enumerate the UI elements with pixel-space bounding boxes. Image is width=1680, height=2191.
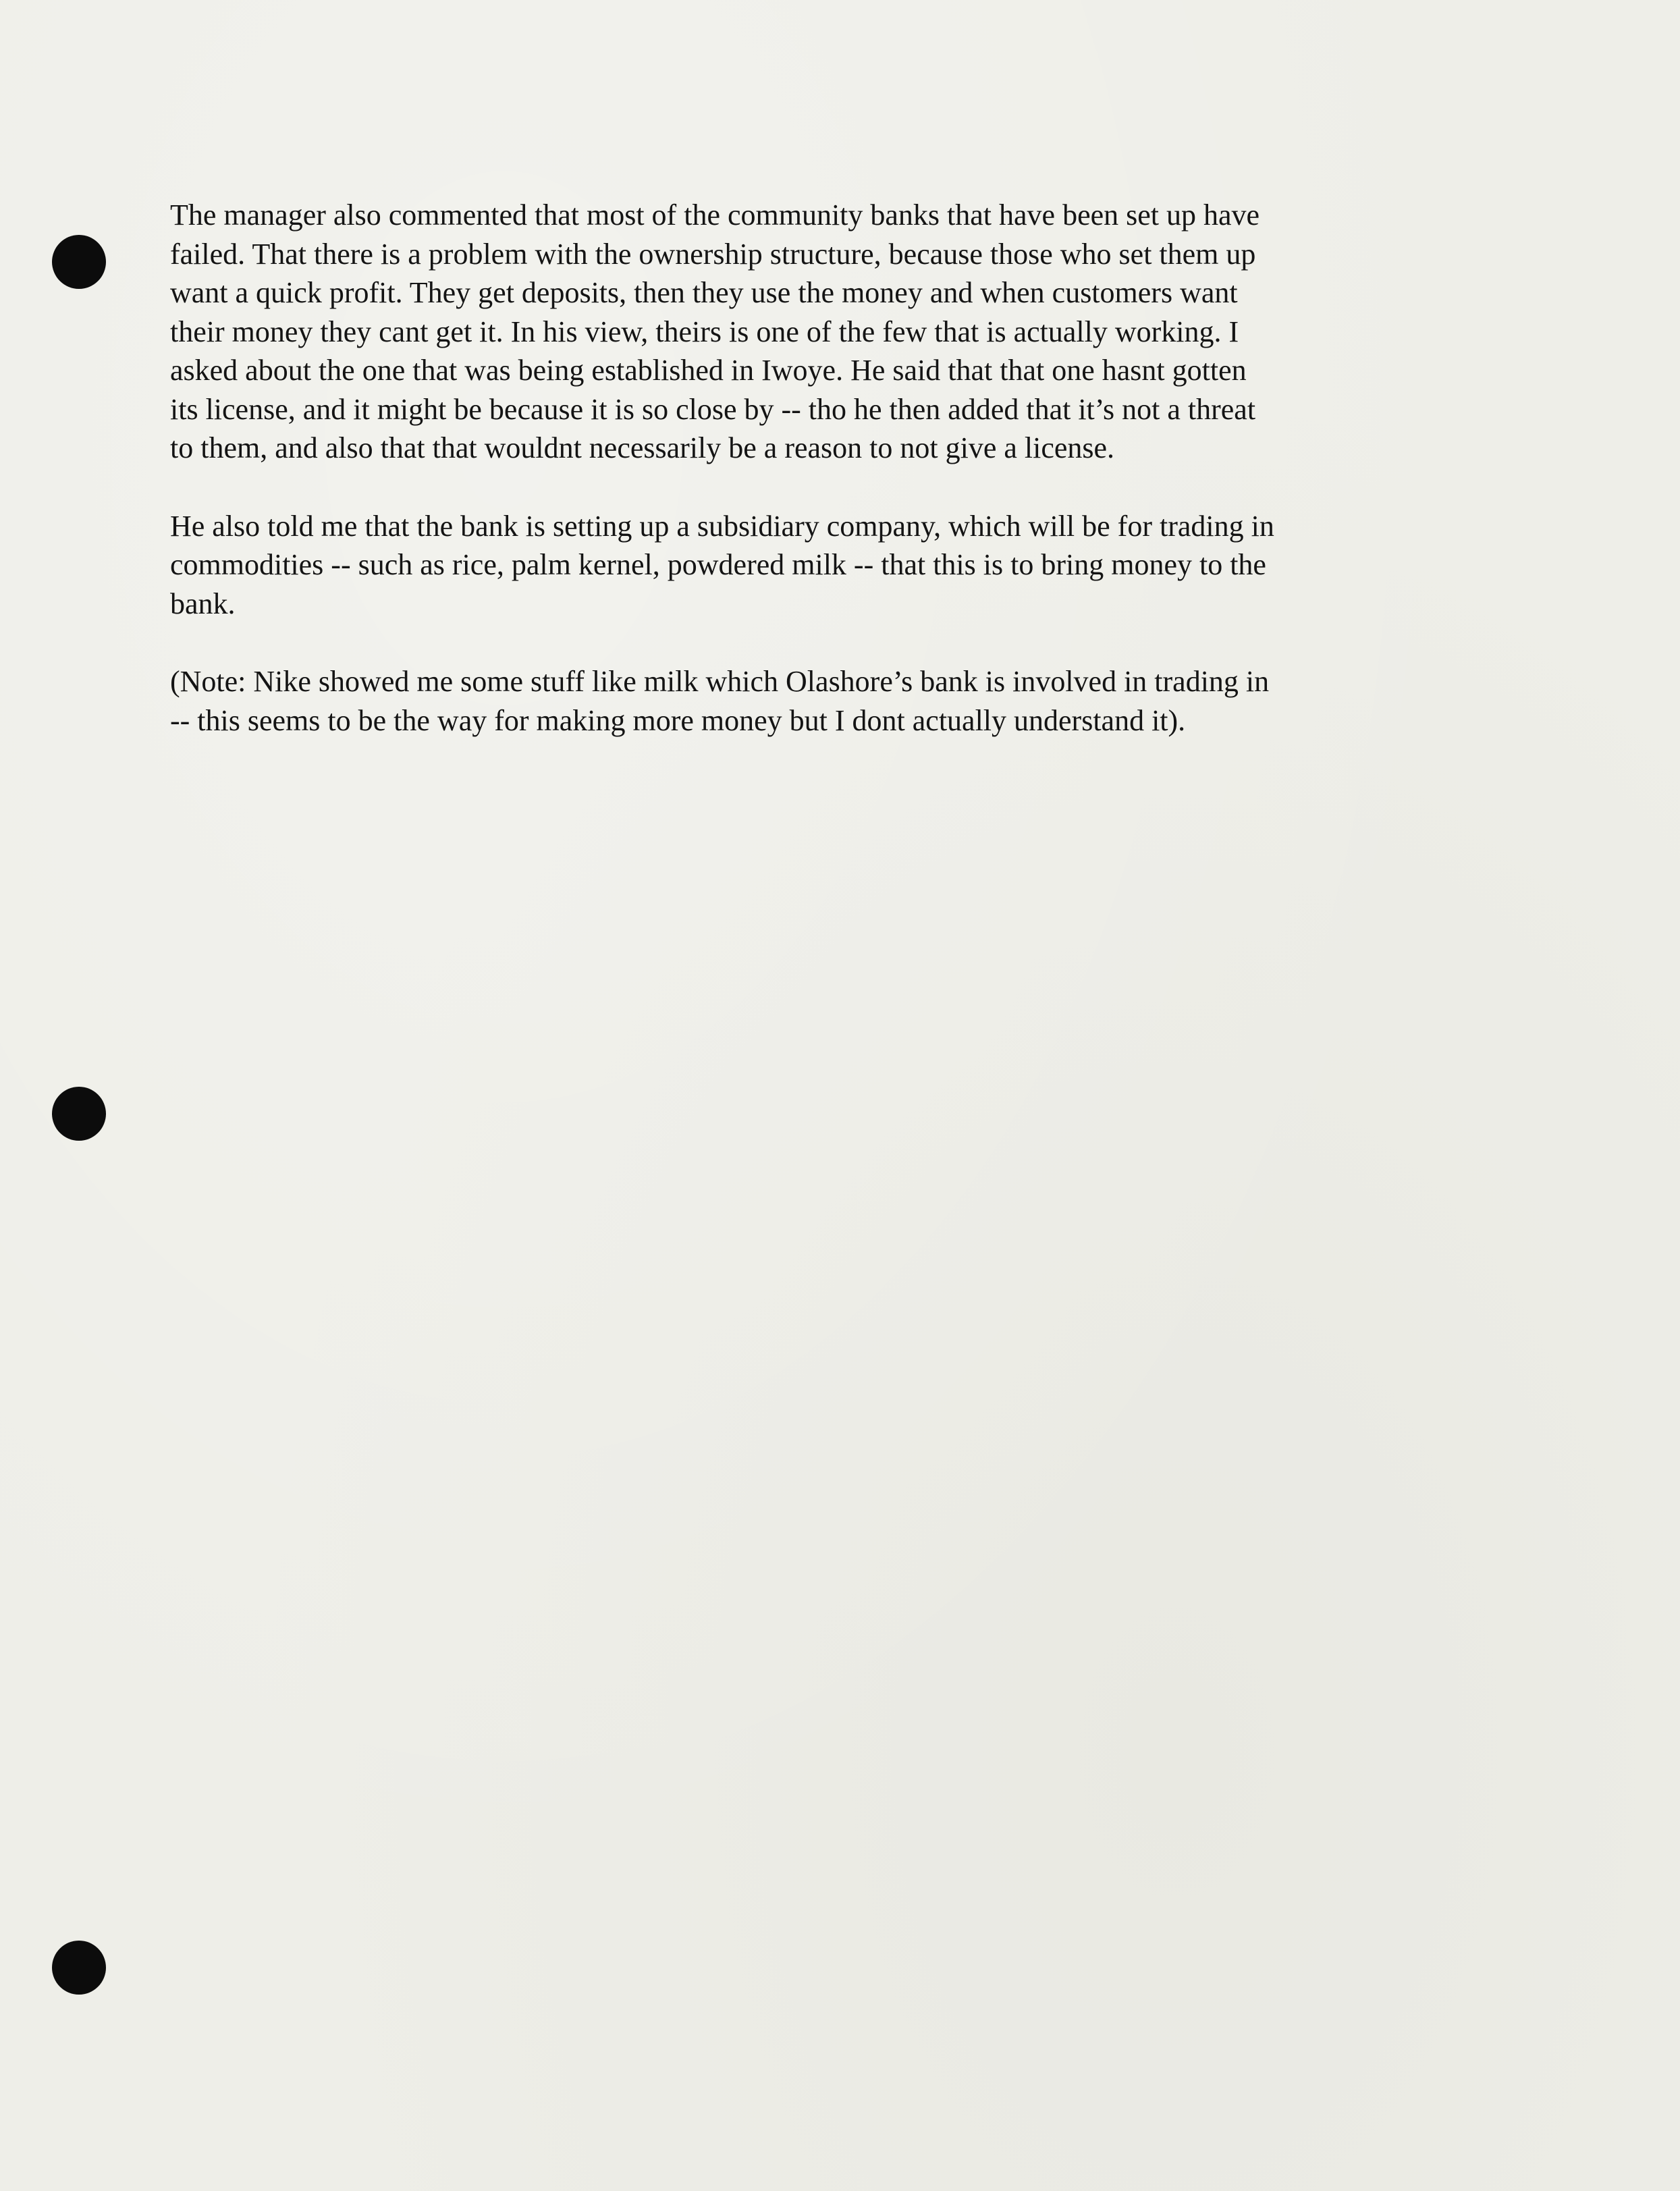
text-line: want a quick profit. They get deposits, then they use the money and when customers want (170, 276, 1238, 309)
punch-hole (52, 1087, 106, 1141)
text-line: bank. (170, 587, 236, 620)
document-body (170, 196, 1466, 779)
text-line: failed. That there is a problem with the ownership structure, because those who set them up (170, 237, 1256, 271)
text-line: commodities -- such as rice, palm kernel, powdered milk -- that this is to bring money to the (170, 548, 1266, 581)
paragraph-note (170, 662, 1466, 740)
text-line: their money they cant get it. In his view, theirs is one of the few that is actually working. I (170, 315, 1239, 348)
text-line: The manager also commented that most of the community banks that have been set up have (170, 198, 1260, 232)
punch-hole (52, 1941, 106, 1995)
text-line: -- this seems to be the way for making more money but I dont actually understand it). (170, 703, 1186, 737)
paragraph-manager-comments (170, 196, 1466, 468)
text-line: its license, and it might be because it is so close by -- tho he then added that it’s not a threat (170, 392, 1256, 426)
punch-hole (52, 235, 106, 289)
text-line: asked about the one that was being established in Iwoye. He said that that one hasnt gotten (170, 354, 1247, 387)
text-line: He also told me that the bank is setting up a subsidiary company, which will be for trading in (170, 509, 1274, 543)
text-line: to them, and also that that wouldnt necessarily be a reason to not give a license. (170, 431, 1115, 464)
paragraph-subsidiary-company (170, 507, 1466, 624)
text-line: (Note: Nike showed me some stuff like milk which Olashore’s bank is involved in trading in (170, 665, 1270, 698)
